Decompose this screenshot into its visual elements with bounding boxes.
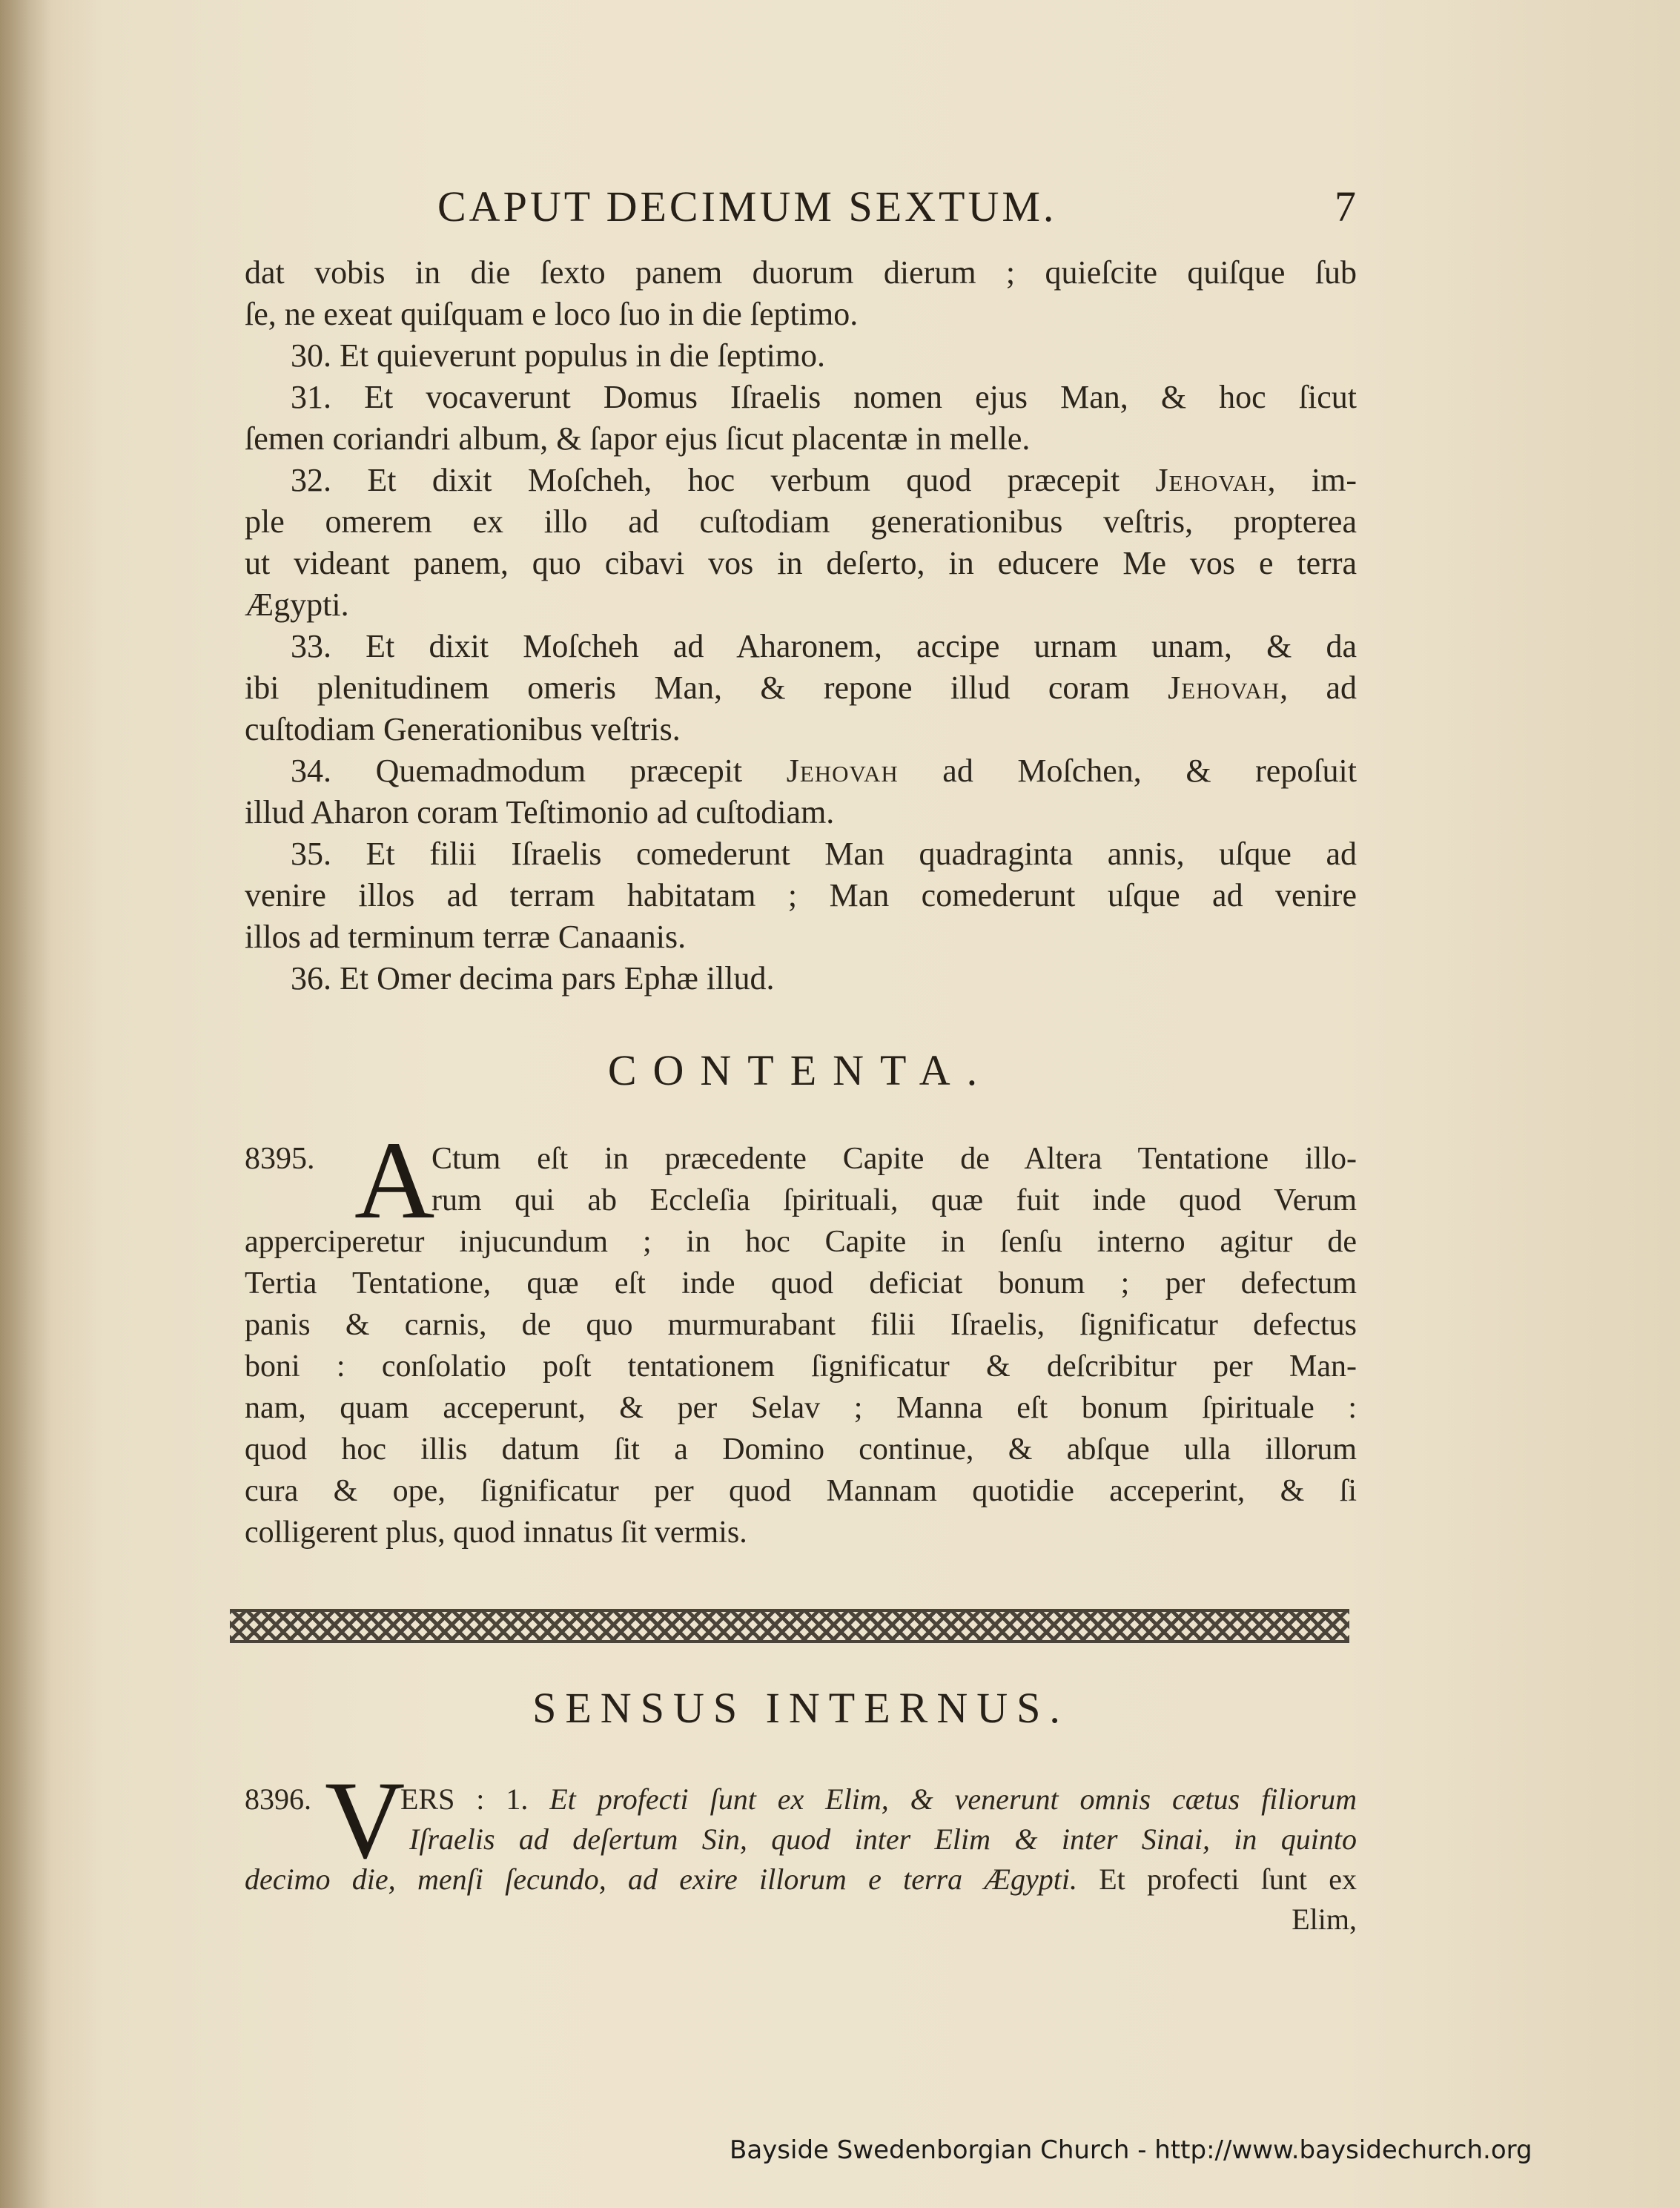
sensus-heading: SENSUS INTERNUS. <box>532 1684 1069 1732</box>
sensus-line: Iſraelis ad deſertum Sin, quod inter Elim & inter Sinai, in quinto <box>409 1822 1357 1856</box>
contenta-line: cura & ope, ſignificatur per quod Mannam quotidie acceperint, & ſi <box>245 1474 1357 1508</box>
contenta-line: colligerent plus, quod innatus ſit vermis. <box>245 1515 747 1550</box>
contenta-line: nam, quam acceperunt, & per Selav ; Manna eſt bonum ſpirituale : <box>245 1391 1357 1425</box>
verse-line: Ægypti. <box>245 586 349 623</box>
drop-cap-letter: V <box>325 1759 406 1882</box>
contenta-heading: CONTENTA. <box>607 1046 994 1094</box>
quoted-verse: Et profecti ſunt ex Elim, & venerunt omnis cætus filiorum <box>549 1782 1357 1816</box>
verse-line <box>245 667 1357 709</box>
contenta-line: rum qui ab Eccleſia ſpirituali, quæ fuit inde quod Verum <box>431 1183 1357 1217</box>
contenta-line: panis & carnis, de quo murmurabant filii Iſraelis, ſignificatur defectus <box>245 1308 1357 1342</box>
running-title: CAPUT DECIMUM SEXTUM. <box>437 182 1057 231</box>
commentary-text: Et profecti ſunt ex <box>1077 1862 1357 1896</box>
verse-line: venire illos ad terram habitatam ; Man comederunt uſque ad venire <box>245 877 1357 913</box>
binding-gutter-shadow <box>0 0 52 2208</box>
sensus-line <box>245 1779 1357 1819</box>
catchword: Elim, <box>1292 1903 1357 1936</box>
page-number: 7 <box>1335 182 1356 231</box>
verse-line: cuſtodiam Generationibus veſtris. <box>245 711 681 747</box>
contenta-line: boni : conſolatio poſt tentationem ſignificatur & deſcribitur per Man- <box>245 1349 1357 1384</box>
verse-text: 32. Et dixit Moſcheh, hoc verbum quod præcepit <box>291 462 1156 498</box>
divine-name: Jehovah <box>1168 670 1280 706</box>
verse-36: 36. Et Omer decima pars Ephæ illud. <box>291 960 775 996</box>
verse-31: 31. Et vocaverunt Domus Iſraelis nomen ejus Man, & hoc ſicut <box>291 379 1357 415</box>
verse-line: ut videant panem, quo cibavi vos in deſerto, in educere Me vos e terra <box>245 545 1357 581</box>
verse-line: ple omerem ex illo ad cuſtodiam generationibus veſtris, propterea <box>245 503 1357 540</box>
drop-cap-letter: A <box>354 1119 435 1242</box>
scripture-verses <box>245 252 1357 999</box>
verse-line: ſemen coriandri album, & ſapor ejus ſicut placentæ in melle. <box>245 420 1031 457</box>
verse-text: , ad <box>1280 670 1357 706</box>
verse-text: ad Moſchen, & repoſuit <box>898 753 1357 789</box>
divine-name: Jehovah <box>1155 462 1268 498</box>
verse-line: dat vobis in die ſexto panem duorum dierum ; quieſcite quiſque ſub <box>245 254 1357 291</box>
verse-32 <box>245 460 1357 501</box>
verse-text: , im- <box>1267 462 1357 498</box>
paragraph-number: 8396. <box>245 1782 311 1816</box>
contenta-paragraph <box>245 1119 1357 1553</box>
verse-line: ſe, ne exeat quiſquam e loco ſuo in die ſeptimo. <box>245 296 859 332</box>
verse-line: illud Aharon coram Teſtimonio ad cuſtodiam. <box>245 794 835 830</box>
sensus-paragraph <box>245 1759 1357 1940</box>
divine-name: Jehovah <box>786 753 899 789</box>
quoted-verse: decimo die, menſi ſecundo, ad exire illorum e terra Ægypti. <box>245 1862 1077 1896</box>
verse-label: ERS : 1. <box>400 1782 550 1816</box>
verse-33: 33. Et dixit Moſcheh ad Aharonem, accipe urnam unam, & da <box>291 628 1357 664</box>
paragraph-number: 8395. <box>245 1142 315 1176</box>
contenta-line: Tertia Tentatione, quæ eſt inde quod deficiat bonum ; per defectum <box>245 1266 1357 1300</box>
contenta-line: quod hoc illis datum ſit a Domino continue, & abſque ulla illorum <box>245 1432 1357 1467</box>
contenta-line: apperciperetur injucundum ; in hoc Capite in ſenſu interno agitur de <box>245 1225 1357 1259</box>
verse-30: 30. Et quieverunt populus in die ſeptimo. <box>291 337 826 374</box>
verse-line: illos ad terminum terræ Canaanis. <box>245 919 687 955</box>
verse-34 <box>245 750 1357 792</box>
sensus-line <box>245 1860 1357 1900</box>
contenta-line: Ctum eſt in præcedente Capite de Altera Tentatione illo- <box>431 1142 1357 1176</box>
verse-35: 35. Et filii Iſraelis comederunt Man quadraginta annis, uſque ad <box>291 836 1357 872</box>
verse-text: 34. Quemadmodum præcepit <box>291 753 787 789</box>
footer-credit: Bayside Swedenborgian Church - http://www.baysidechurch.org <box>730 2135 1532 2165</box>
verse-text: ibi plenitudinem omeris Man, & repone illud coram <box>245 670 1168 706</box>
ornamental-rule <box>230 1609 1349 1643</box>
